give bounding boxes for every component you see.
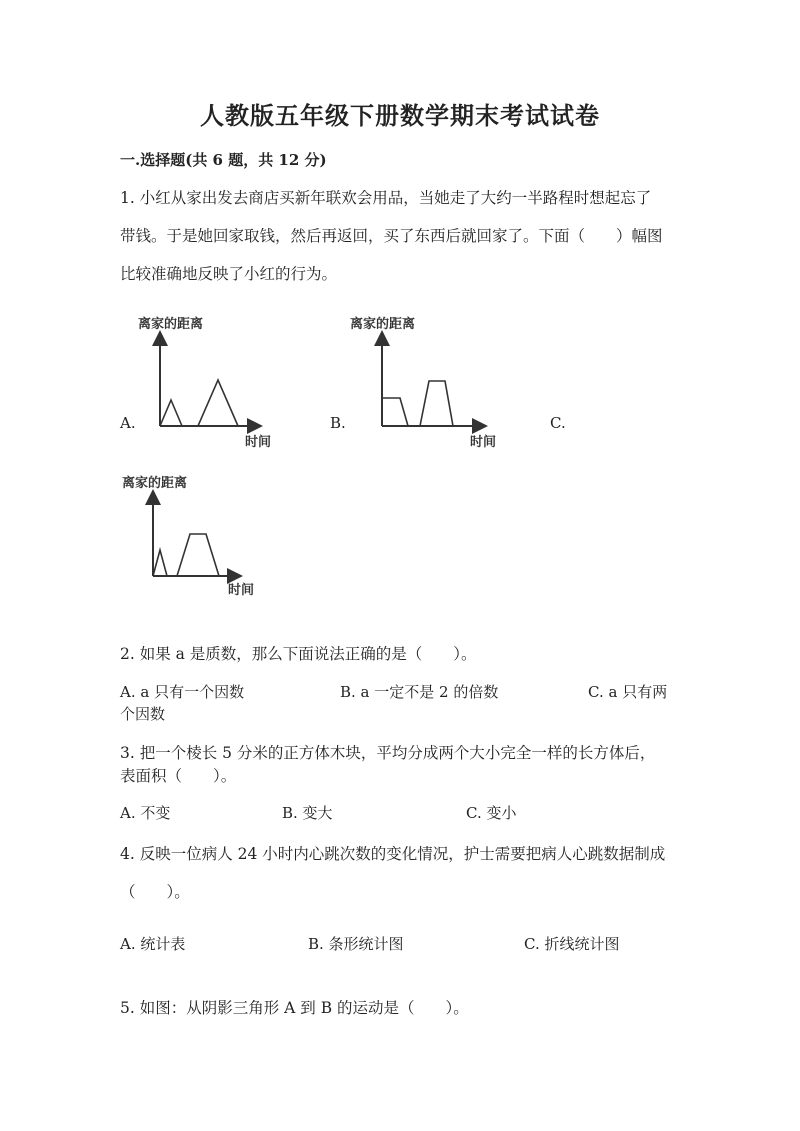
- q2-option-b: B. a 一定不是 2 的倍数: [340, 683, 499, 701]
- q1-graph-c-curve: [153, 534, 219, 576]
- q1-graph-a: [130, 308, 280, 453]
- q1-graph-c-xlabel: 时间: [228, 583, 255, 598]
- q2-option-c: C. a 只有两: [588, 683, 668, 701]
- q1-graph-b-xlabel: 时间: [470, 435, 497, 450]
- q4-option-c: C. 折线统计图: [524, 935, 620, 953]
- q3-line1: 3. 把一个棱长 5 分米的正方体木块，平均分成两个大小完全一样的长方体后，: [120, 744, 656, 762]
- q4-option-b: B. 条形统计图: [308, 935, 404, 953]
- q1-line2: 带钱。于是她回家取钱，然后再返回，买了东西后就回家了。下面（ ）幅图: [120, 227, 663, 245]
- q1-line1: 1. 小红从家出发去商店买新年联欢会用品，当她走了大约一半路程时想起忘了: [120, 189, 652, 207]
- q1-graph-c: [120, 472, 270, 600]
- q1-graph-a-curve: [160, 380, 238, 426]
- page-title: 人教版五年级下册数学期末考试试卷: [200, 101, 600, 130]
- q4-line2: （ ）。: [120, 883, 190, 901]
- q1-graph-b-curve: [382, 381, 453, 426]
- q2-option-a: A. a 只有一个因数: [120, 683, 245, 701]
- q1-line3: 比较准确地反映了小红的行为。: [120, 265, 338, 283]
- q2-option-c-cont: 个因数: [120, 705, 166, 723]
- q1-option-b: B.: [330, 414, 346, 432]
- q1-option-c: C.: [550, 414, 566, 432]
- q2-text: 2. 如果 a 是质数，那么下面说法正确的是（ ）。: [120, 645, 477, 663]
- q1-graph-a-xlabel: 时间: [245, 435, 272, 450]
- q1-graph-b: [345, 308, 505, 453]
- section-heading: 一.选择题(共 6 题，共 12 分): [120, 151, 327, 169]
- q3-option-b: B. 变大: [282, 804, 333, 822]
- q4-option-a: A. 统计表: [120, 935, 186, 953]
- q1-graph-b-ylabel: 离家的距离: [350, 317, 416, 332]
- q1-option-a: A.: [120, 414, 136, 432]
- q1-graph-c-ylabel: 离家的距离: [122, 476, 188, 491]
- q3-option-c: C. 变小: [466, 804, 517, 822]
- q4-line1: 4. 反映一位病人 24 小时内心跳次数的变化情况，护士需要把病人心跳数据制成: [120, 845, 666, 863]
- q3-line2: 表面积（ ）。: [120, 767, 237, 785]
- q1-graph-a-ylabel: 离家的距离: [138, 317, 204, 332]
- q5-text: 5. 如图：从阴影三角形 A 到 B 的运动是（ ）。: [120, 999, 469, 1017]
- q3-option-a: A. 不变: [120, 804, 171, 822]
